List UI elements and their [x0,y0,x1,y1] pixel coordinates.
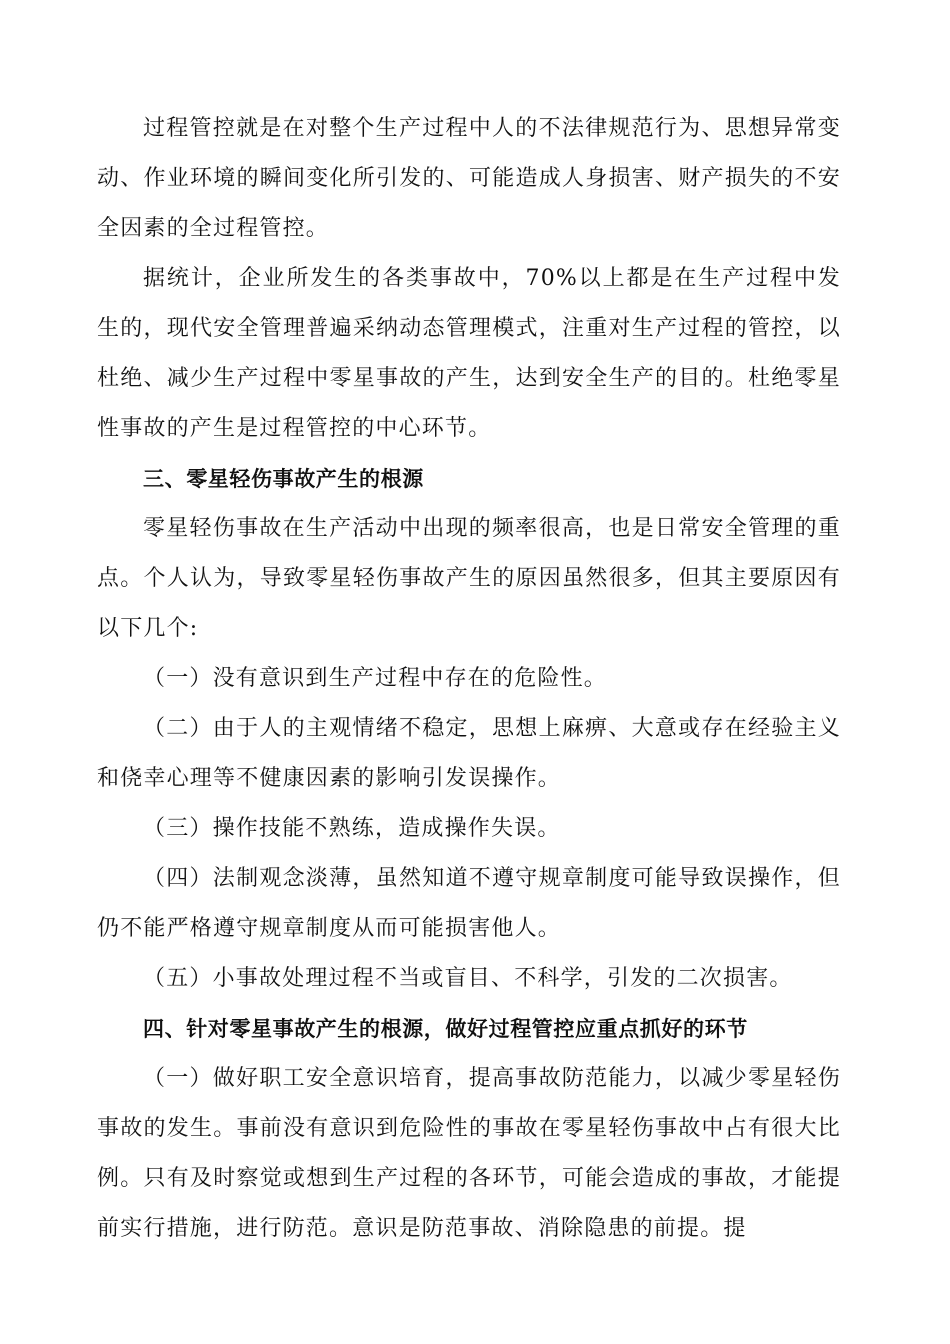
list-item-cause-3: （三）操作技能不熟练，造成操作失误。 [143,816,561,841]
list-item-measure-1: （一）做好职工安全意识培育，提高事故防范能力，以减少零星轻伤事故的发生。事前没有意识到危险性的事故在零星轻伤事故中占有很大比例。只有及时察觉或想到生产过程的各环节，可能会造成的事故，才能提前实行措施，进行防范。意识是防范事故、消除隐患的前提。提 [97,1066,841,1241]
section-heading-4: 四、针对零星事故产生的根源，做好过程管控应重点抓好的环节 [143,1017,748,1041]
paragraph-root-causes-intro: 零星轻伤事故在生产活动中出现的频率很高，也是日常安全管理的重点。个人认为，导致零星轻伤事故产生的原因虽然很多，但其主要原因有以下几个: [97,516,841,641]
list-item-cause-1: （一）没有意识到生产过程中存在的危险性。 [143,666,608,691]
paragraph-process-control-definition: 过程管控就是在对整个生产过程中人的不法律规范行为、思想异常变动、作业环境的瞬间变化所引发的、可能造成人身损害、财产损失的不安全因素的全过程管控。 [97,116,841,241]
section-heading-3: 三、零星轻伤事故产生的根源 [143,467,424,491]
document-body [97,104,841,1254]
list-item-cause-2: （二）由于人的主观情绪不稳定，思想上麻痹、大意或存在经验主义和侥幸心理等不健康因素的影响引发误操作。 [97,716,841,791]
list-item-cause-4: （四）法制观念淡薄，虽然知道不遵守规章制度可能导致误操作，但仍不能严格遵守规章制度从而可能损害他人。 [97,866,841,941]
paragraph-statistics: 据统计，企业所发生的各类事故中，70%以上都是在生产过程中发生的，现代安全管理普遍采纳动态管理模式，注重对生产过程的管控，以杜绝、减少生产过程中零星事故的产生，达到安全生产的目的。杜绝零星性事故的产生是过程管控的中心环节。 [97,266,841,441]
list-item-cause-5: （五）小事故处理过程不当或盲目、不科学，引发的二次损害。 [143,966,793,991]
